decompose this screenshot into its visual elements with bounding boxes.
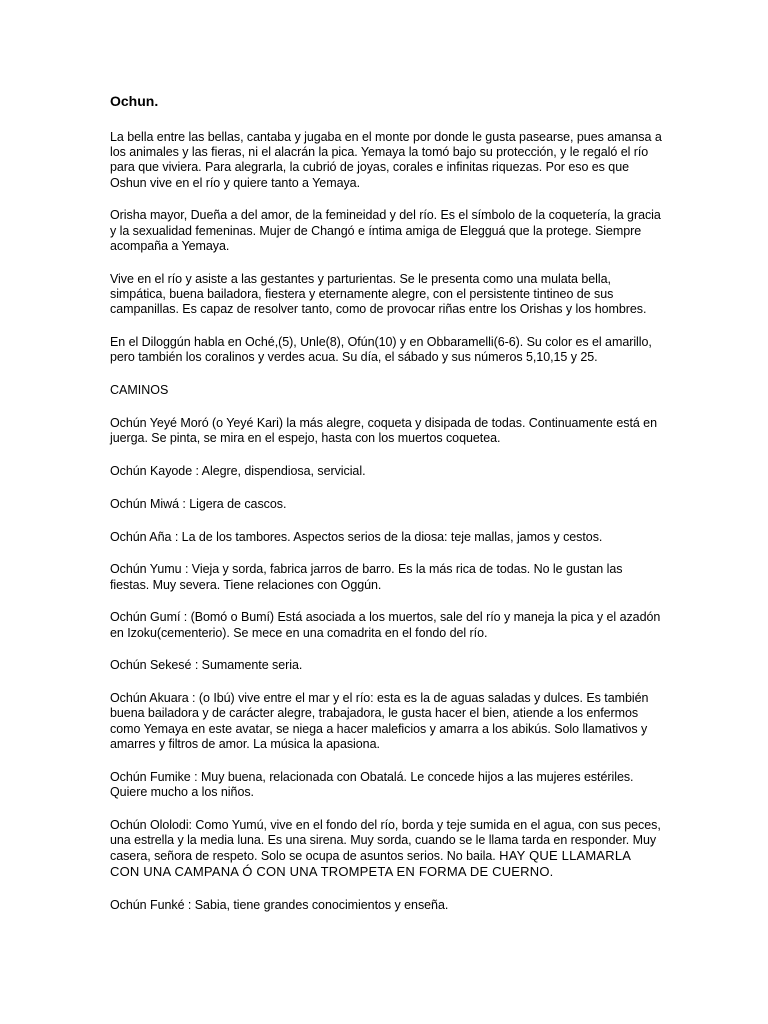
camino-yumu: Ochún Yumu : Vieja y sorda, fabrica jarros de barro. Es la más rica de todas. No le gustan las fiestas. Muy severa. Tiene relaciones con Oggún. <box>110 562 623 592</box>
ololodi-text: Ochún Ololodi: Como Yumú, vive en el fondo del río, borda y teje sumida en el agua, con sus peces, una estrella y la media luna. Es una sirena. Muy sorda, cuando se le llama tarda en responder. Muy casera, señora de respeto. Solo se ocupa de asuntos serios. No baila. <box>110 817 661 864</box>
camino-ololodi <box>110 818 662 881</box>
ololodi-caps-text: HAY QUE LLAMARLA CON UNA CAMPANA Ó CON UNA TROMPETA EN FORMA DE CUERNO. <box>110 848 631 880</box>
camino-ana: Ochún Aña : La de los tambores. Aspectos serios de la diosa: teje mallas, jamos y cestos. <box>110 529 603 544</box>
camino-sekese: Ochún Sekesé : Sumamente seria. <box>110 658 303 673</box>
camino-kayode: Ochún Kayode : Alegre, dispendiosa, servicial. <box>110 464 366 479</box>
caminos-heading: CAMINOS <box>110 382 169 397</box>
intro-paragraph-1: La bella entre las bellas, cantaba y jugaba en el monte por donde le gusta pasearse, pues amansa a los animales y las fieras, ni el alacrán la pica. Yemaya la tomó bajo su protección, y le regaló el río para que viviera. Para alegrarla, la cubrió de joyas, corales e infinitas riquezas. Por eso es que Oshun vive en el río y quiere tanto a Yemaya. <box>110 130 662 190</box>
camino-akuara: Ochún Akuara : (o Ibú) vive entre el mar y el río: esta es la de aguas saladas y dulces. Es también buena bailadora y de carácter alegre, trabajadora, le gusta hacer el bien, atiende a los enfermos como Yemaya en este avatar, se niega a hacer maleficios y amarra a los abikús. Solo llamativos y amarres y filtros de amor. La música la apasiona. <box>110 691 649 751</box>
document-title: Ochun. <box>110 93 159 109</box>
intro-paragraph-4: En el Diloggún habla en Oché,(5), Unle(8), Ofún(10) y en Obbaramelli(6-6). Su color es el amarillo, pero también los coralinos y verdes acua. Su día, el sábado y sus números 5,10,15 y 25. <box>110 334 652 365</box>
camino-funke: Ochún Funké : Sabia, tiene grandes conocimientos y enseña. <box>110 898 449 913</box>
intro-paragraph-2: Orisha mayor, Dueña a del amor, de la femineidad y del río. Es el símbolo de la coquetería, la gracia y la sexualidad femeninas. Mujer de Changó e íntima amiga de Elegguá que la protege. Siempre acompaña a Yemaya. <box>110 208 661 253</box>
camino-yeye-moro: Ochún Yeyé Moró (o Yeyé Kari) la más alegre, coqueta y disipada de todas. Continuamente está en juerga. Se pinta, se mira en el espejo, hasta con los muertos coquetea. <box>110 416 657 446</box>
camino-miwa: Ochún Miwá : Ligera de cascos. <box>110 496 287 511</box>
intro-paragraph-3: Vive en el río y asiste a las gestantes y parturientas. Se le presenta como una mulata bella, simpática, buena bailadora, fiestera y eternamente alegre, con el persistente tintineo de sus campanillas. Es capaz de resolver tanto, como de provocar riñas entre los Orishas y los hombres. <box>110 271 647 317</box>
camino-gumi: Ochún Gumí : (Bomó o Bumí) Está asociada a los muertos, sale del río y maneja la pica y el azadón en Izoku(cementerio). Se mece en una comadrita en el fondo del río. <box>110 610 661 640</box>
document-page <box>110 93 662 931</box>
camino-fumike: Ochún Fumike : Muy buena, relacionada con Obatalá. Le concede hijos a las mujeres estériles. Quiere mucho a los niños. <box>110 769 634 799</box>
